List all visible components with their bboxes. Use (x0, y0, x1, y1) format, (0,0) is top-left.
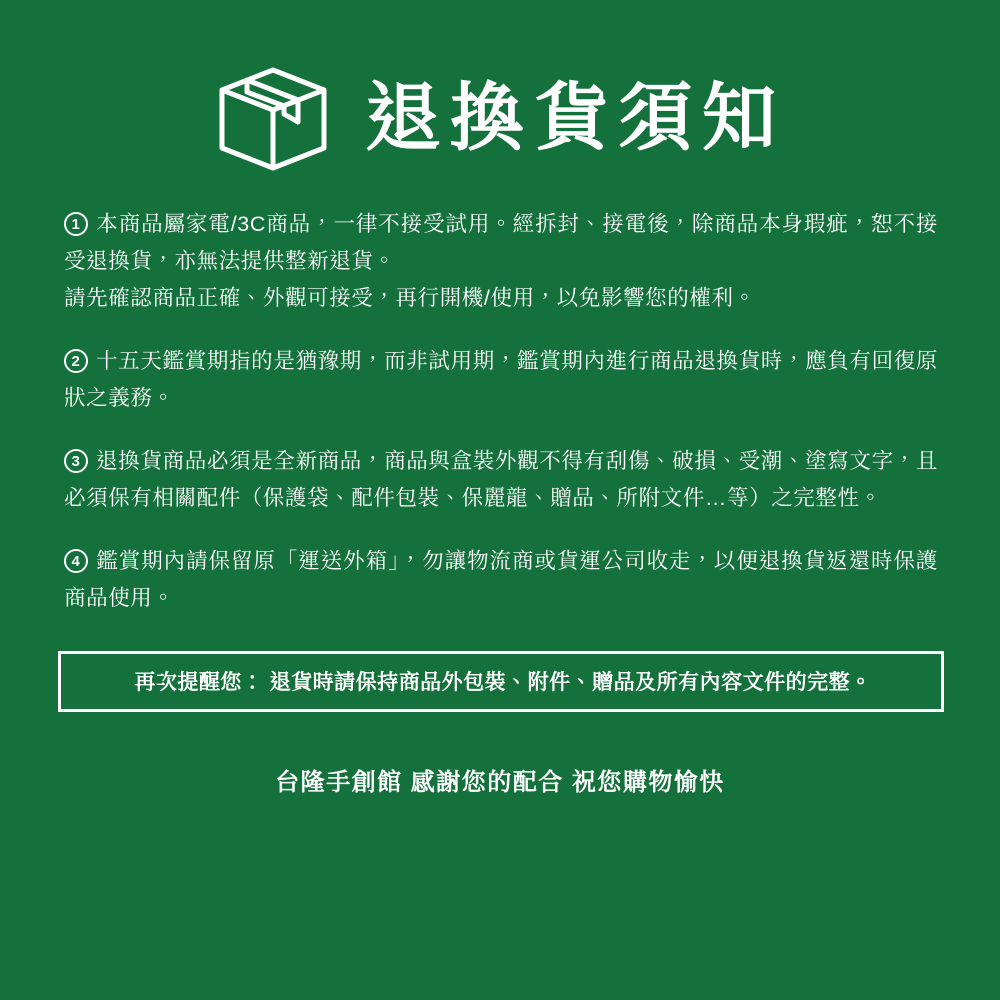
item-text: 本商品屬家電/3C商品，一律不接受試用。經拆封、接電後，除商品本身瑕疵，恕不接受退換貨，亦無法提供整新退貨。 (64, 212, 938, 273)
item-line (64, 206, 938, 280)
policy-list (24, 206, 976, 617)
item-text: 鑑賞期內請保留原「運送外箱」，勿讓物流商或貨運公司收走，以便退換貨返還時保護商品使用。 (64, 548, 938, 610)
item-line (64, 343, 938, 417)
item-line (64, 543, 938, 617)
item-number: 3 (64, 449, 88, 473)
item-text: 十五天鑑賞期指的是猶豫期，而非試用期，鑑賞期內進行商品退換貨時，應負有回復原狀之義務。 (64, 348, 938, 410)
package-box-icon (214, 64, 332, 172)
list-item (64, 206, 938, 317)
item-number: 2 (64, 349, 88, 373)
poster-header (24, 64, 976, 172)
page-title: 退換貨須知 (366, 76, 786, 159)
list-item (64, 543, 938, 617)
list-item (64, 443, 938, 517)
list-item (64, 343, 938, 417)
reminder-box: 再次提醒您： 退貨時請保持商品外包裝、附件、贈品及所有內容文件的完整。 (58, 651, 944, 712)
item-line (64, 443, 938, 517)
item-number: 1 (64, 212, 88, 236)
item-number: 4 (64, 549, 88, 573)
footer-text: 台隆手創館 感謝您的配合 祝您購物愉快 (275, 768, 725, 796)
item-line: 請先確認商品正確、外觀可接受，再行開機/使用，以免影響您的權利。 (64, 285, 756, 310)
item-text: 退換貨商品必須是全新商品，商品與盒裝外觀不得有刮傷、破損、受潮、塗寫文字，且必須保有相關配件（保護袋、配件包裝、保麗龍、贈品、所附文件…等）之完整性。 (64, 448, 938, 510)
